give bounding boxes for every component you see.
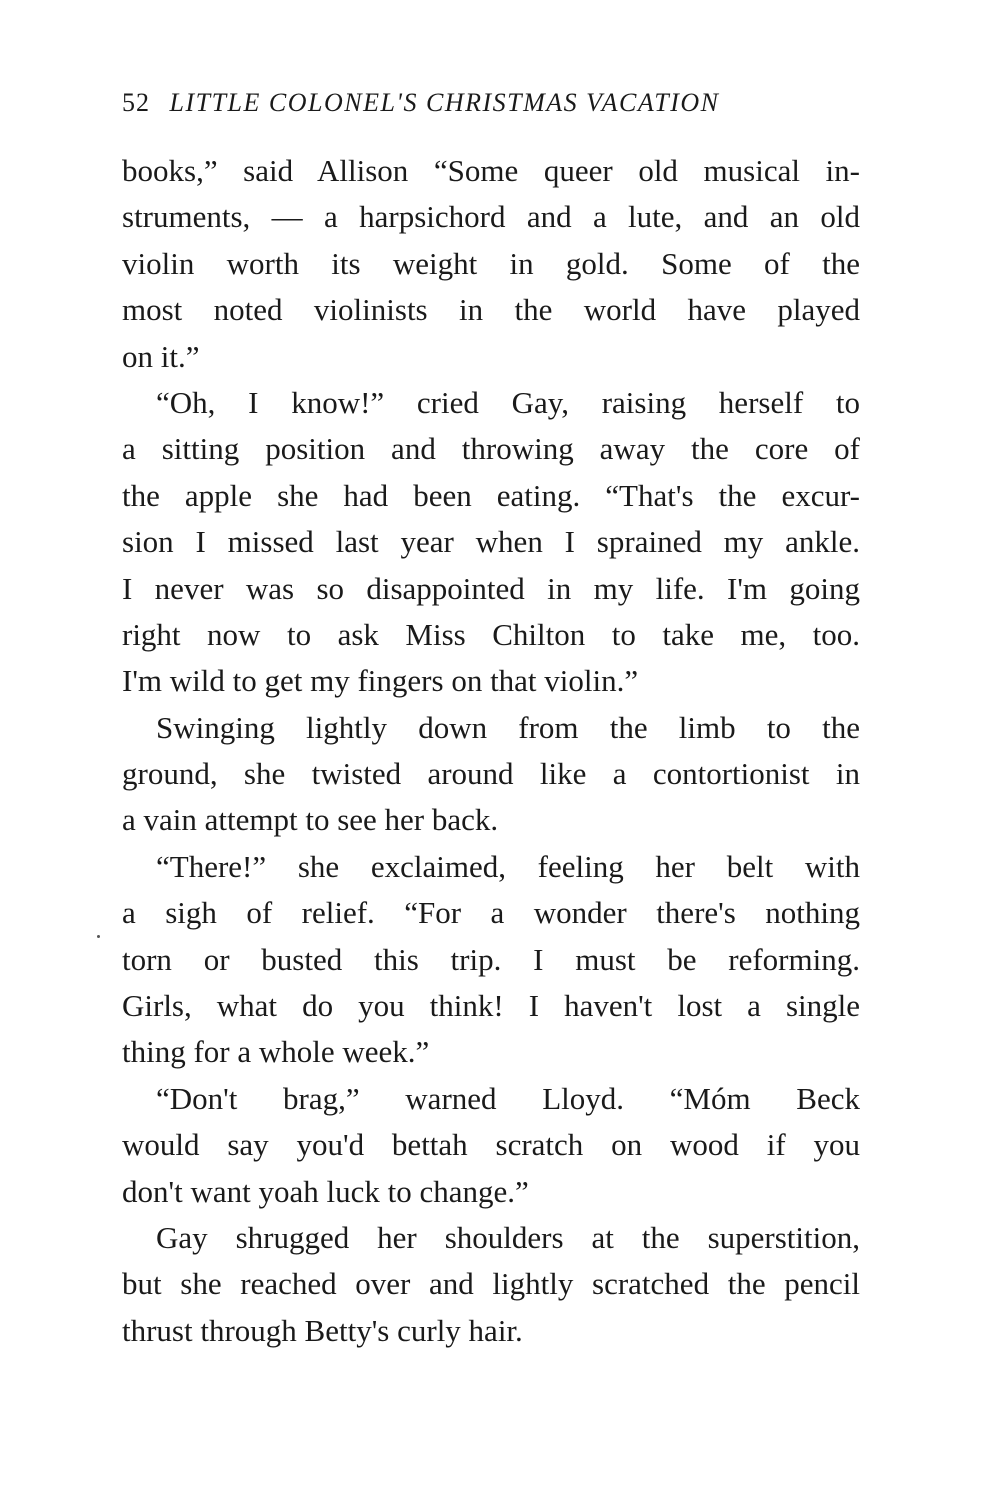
text-line: I never was so disappointed in my life. I'm going <box>122 570 860 606</box>
page-number: 52 <box>122 88 150 117</box>
text-line: “Oh, I know!” cried Gay, raising herself to <box>156 384 860 420</box>
scan-speck <box>97 935 100 938</box>
text-line: “There!” she exclaimed, feeling her belt with <box>156 848 860 884</box>
text-line: ground, she twisted around like a contortionist in <box>122 756 860 792</box>
text-line: would say you'd bettah scratch on wood if you <box>122 1127 860 1163</box>
text-line: on it.” <box>122 338 200 374</box>
text-line: but she reached over and lightly scratched the pencil <box>122 1266 860 1302</box>
text-line: books,” said Allison “Some queer old musical in- <box>122 153 860 188</box>
text-line: a sitting position and throwing away the core of <box>122 431 860 467</box>
text-line: most noted violinists in the world have played <box>122 292 860 328</box>
body-text <box>122 148 860 1354</box>
text-line: thrust through Betty's curly hair. <box>122 1312 523 1348</box>
text-line: don't want yoah luck to change.” <box>122 1173 529 1209</box>
text-line: a sigh of relief. “For a wonder there's nothing <box>122 895 860 931</box>
text-line: right now to ask Miss Chilton to take me, too. <box>122 616 860 652</box>
text-line: thing for a whole week.” <box>122 1034 430 1070</box>
running-head <box>122 88 862 118</box>
text-line: “Don't brag,” warned Lloyd. “Móm Beck <box>156 1080 860 1116</box>
text-line: struments, — a harpsichord and a lute, and an old <box>122 199 860 235</box>
running-title: LITTLE COLONEL'S CHRISTMAS VACATION <box>169 88 720 117</box>
text-line: violin worth its weight in gold. Some of the <box>122 245 860 281</box>
text-line: a vain attempt to see her back. <box>122 802 499 838</box>
text-line: Swinging lightly down from the limb to the <box>156 709 860 745</box>
text-line: Gay shrugged her shoulders at the superstition, <box>156 1219 860 1255</box>
text-line: I'm wild to get my fingers on that violin.” <box>122 663 639 699</box>
text-line: the apple she had been eating. “That's the excur- <box>122 477 860 513</box>
text-line: Girls, what do you think! I haven't lost a single <box>122 988 860 1024</box>
text-line: torn or busted this trip. I must be reforming. <box>122 941 860 977</box>
text-line: sion I missed last year when I sprained my ankle. <box>122 524 860 560</box>
